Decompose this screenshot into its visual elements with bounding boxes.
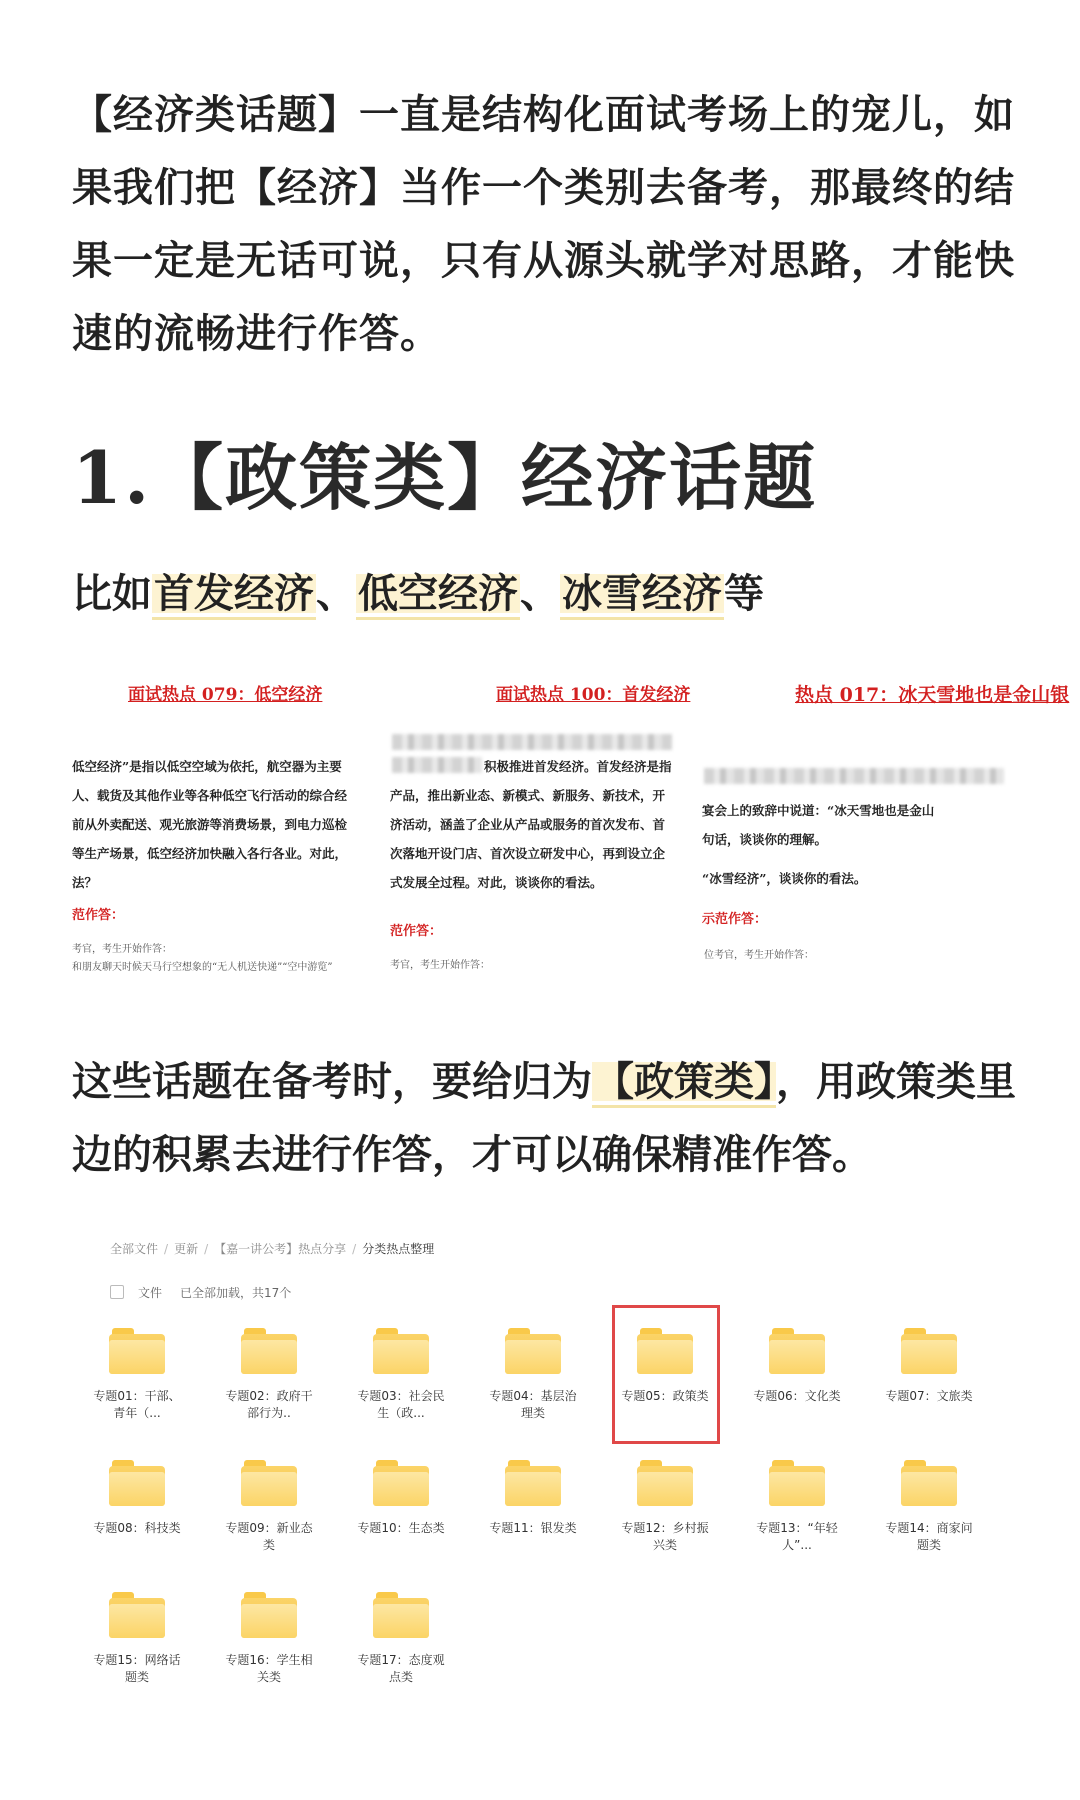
folder-icon [109, 1592, 165, 1638]
folder-label: 专题17：态度观点类 [357, 1653, 445, 1684]
folder-item[interactable] [82, 1592, 192, 1712]
article-line: “冰雪经济”，谈谈你的看法。 [702, 871, 867, 886]
article-body [72, 752, 393, 897]
folder-item[interactable] [478, 1328, 588, 1448]
article-line: 法？ [72, 875, 98, 890]
folder-label: 专题05：政策类 [621, 1389, 709, 1403]
folder-icon [373, 1592, 429, 1638]
folder-item[interactable] [214, 1328, 324, 1448]
article-line: 句话，谈谈你的理解。 [702, 832, 828, 847]
article-line: 低空经济”是指以低空空域为依托，航空器为主要 [72, 759, 342, 774]
article-line: 次落地开设门店、首次设立研发中心，再到设立企 [390, 846, 666, 861]
conclusion-highlight: 【政策类】 [592, 1058, 776, 1108]
section-title: 1.【政策类】经济话题 [72, 435, 818, 520]
article-title[interactable]: 面试热点 079：低空经济 [128, 685, 323, 705]
folder-icon [109, 1460, 165, 1506]
folder-label: 专题15：网络话题类 [93, 1653, 181, 1684]
folder-label: 专题01：干部、青年（... [93, 1389, 181, 1420]
article-line: 式发展全过程。对此，谈谈你的看法。 [390, 875, 603, 890]
folder-icon [637, 1328, 693, 1374]
article-card [700, 670, 1070, 1000]
folder-icon [241, 1328, 297, 1374]
folder-item[interactable] [214, 1592, 324, 1712]
examples-separator: 、 [520, 570, 560, 617]
conclusion-text: 这些话题在备考时，要给归为 [72, 1058, 592, 1105]
example-highlight: 首发经济 [152, 570, 316, 620]
folder-icon [505, 1460, 561, 1506]
folder-label: 专题08：科技类 [93, 1521, 181, 1535]
folder-label: 专题02：政府干部行为.. [225, 1389, 313, 1420]
folder-item[interactable] [610, 1460, 720, 1580]
folder-icon [769, 1460, 825, 1506]
folder-item[interactable] [742, 1328, 852, 1448]
folder-item[interactable] [742, 1460, 852, 1580]
folder-item[interactable] [874, 1328, 984, 1448]
blur-line [704, 768, 1004, 784]
folder-label: 专题11：银发类 [489, 1521, 577, 1535]
answer-label: 示范作答： [702, 912, 768, 927]
load-status: 已全部加载，共17个 [180, 1285, 292, 1300]
examples-separator: 、 [316, 570, 356, 617]
article-line: 积极推进首发经济。首发经济是指 [484, 759, 672, 774]
article-title[interactable]: 面试热点 100：首发经济 [496, 685, 691, 705]
folder-icon [505, 1328, 561, 1374]
breadcrumb-item[interactable]: 【嘉一讲公考】热点分享 [214, 1242, 347, 1256]
folder-item[interactable] [82, 1460, 192, 1580]
folder-icon [373, 1328, 429, 1374]
conclusion-paragraph [72, 1045, 1022, 1191]
folder-item[interactable] [346, 1328, 456, 1448]
article-line: 等生产场景，低空经济加快融入各行各业。对此， [72, 846, 348, 861]
folder-icon [901, 1460, 957, 1506]
article-card [70, 670, 395, 1000]
folder-label: 专题16：学生相关类 [225, 1653, 313, 1684]
folder-icon [241, 1460, 297, 1506]
article-line: 人、载货及其他作业等各种低空飞行活动的综合经 [72, 788, 348, 803]
article-body [390, 781, 704, 897]
article-card [388, 670, 706, 1000]
folder-label: 专题14：商家问题类 [885, 1521, 973, 1552]
folder-label: 专题12：乡村振兴类 [621, 1521, 709, 1552]
folder-icon [241, 1592, 297, 1638]
select-all-checkbox[interactable] [110, 1285, 124, 1299]
folder-label: 专题04：基层治理类 [489, 1389, 577, 1420]
answer-label: 范作答： [390, 924, 443, 939]
article-small-text: 考官，考生开始作答： [72, 944, 172, 955]
folder-label: 专题03：社会民生（政... [357, 1389, 445, 1420]
article-line: 产品，推出新业态、新模式、新服务、新技术，开 [390, 788, 666, 803]
example-highlight: 冰雪经济 [560, 570, 724, 620]
examples-suffix: 等 [724, 570, 764, 617]
example-highlight: 低空经济 [356, 570, 520, 620]
folder-icon [637, 1460, 693, 1506]
conclusion-text: ，用政策类里边的积累去进行作答，才可以确保精准作答。 [72, 1058, 1016, 1178]
article-line: 前从外卖配送、观光旅游等消费场景，到电力巡检 [72, 817, 348, 832]
folder-icon [109, 1328, 165, 1374]
folder-label: 专题13：“年轻人”... [756, 1521, 838, 1552]
examples-prefix: 比如 [72, 570, 152, 617]
blurred-text [704, 762, 1004, 791]
folder-item[interactable] [610, 1328, 720, 1448]
folder-icon [769, 1328, 825, 1374]
folder-icon [901, 1328, 957, 1374]
breadcrumb-item[interactable]: 更新 [174, 1242, 199, 1256]
article-small-text: 位考官，考生开始作答： [704, 950, 814, 961]
folder-label: 专题09：新业态类 [225, 1521, 313, 1552]
answer-label: 范作答： [72, 908, 125, 923]
breadcrumb: 全部文件 / 更新 / 【嘉一讲公考】热点分享 / 分类热点整理 [110, 1242, 435, 1256]
article-body [484, 752, 704, 781]
file-column-header[interactable]: 文件 [138, 1285, 163, 1300]
folder-item[interactable] [874, 1460, 984, 1580]
article-small-text: 和朋友聊天时候天马行空想象的“无人机送快递”“空中游览” [72, 962, 333, 973]
blur-line [392, 734, 672, 750]
folder-item[interactable] [346, 1592, 456, 1712]
article-small-text: 考官，考生开始作答： [390, 960, 490, 971]
article-body [702, 796, 1018, 893]
file-browser [93, 1240, 1010, 1760]
folder-item[interactable] [478, 1460, 588, 1580]
folder-label: 专题06：文化类 [753, 1389, 841, 1403]
folder-item[interactable] [82, 1328, 192, 1448]
folder-item[interactable] [346, 1460, 456, 1580]
article-line: 济活动，涵盖了企业从产品或服务的首次发布、首 [390, 817, 666, 832]
blur-line [392, 757, 482, 773]
file-list-header [110, 1282, 1010, 1302]
examples-line [72, 562, 764, 619]
folder-item[interactable] [214, 1460, 324, 1580]
folder-icon [373, 1460, 429, 1506]
breadcrumb-current: 分类热点整理 [362, 1242, 435, 1256]
breadcrumb-item[interactable]: 全部文件 [110, 1242, 159, 1256]
article-line: 宴会上的致辞中说道：“冰天雪地也是金山 [702, 803, 935, 818]
folder-label: 专题10：生态类 [357, 1521, 445, 1535]
intro-paragraph: 【经济类话题】一直是结构化面试考场上的宠儿，如果我们把【经济】当作一个类别去备考，那最终的结果一定是无话可说，只有从源头就学对思路，才能快速的流畅进行作答。 [72, 91, 1015, 357]
article-title[interactable]: 热点 017：冰天雪地也是金山银 [795, 684, 1070, 706]
folder-label: 专题07：文旅类 [885, 1389, 973, 1403]
article-screenshots [70, 670, 1070, 1000]
